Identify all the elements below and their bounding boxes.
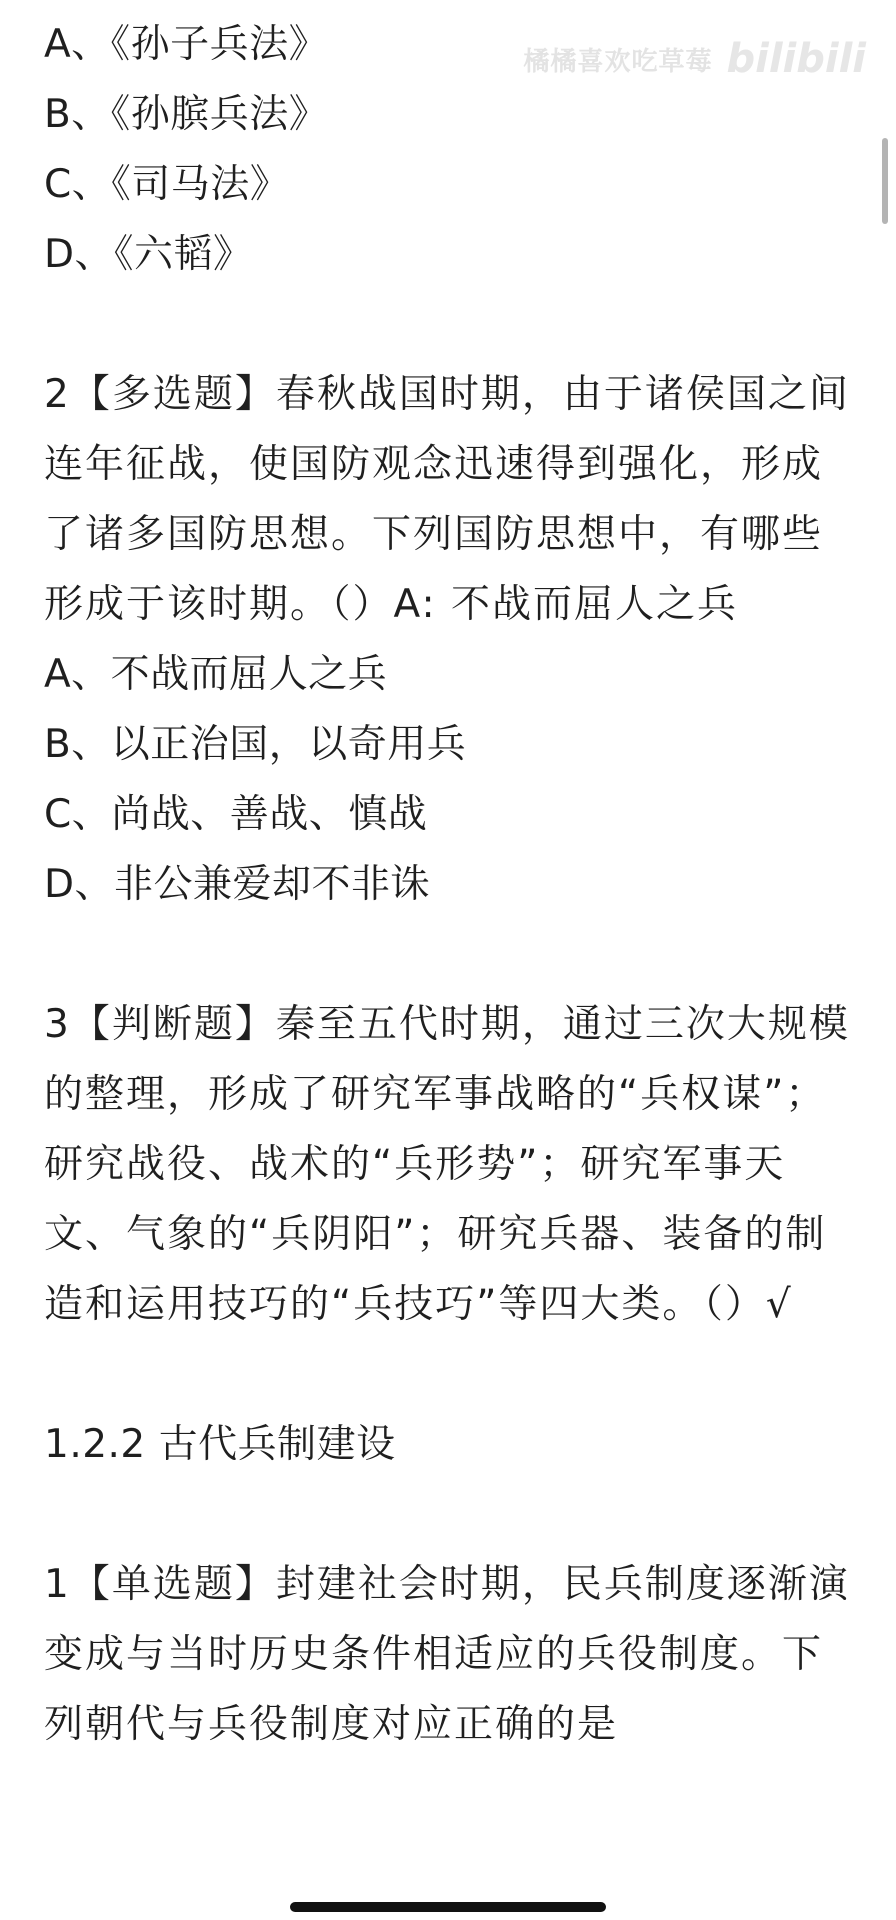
option-c: C、《司马法》 xyxy=(44,162,290,207)
document-content xyxy=(44,10,856,1760)
watermark-author: 橘橘喜欢吃草莓 xyxy=(523,46,713,77)
question-3 xyxy=(44,990,856,1340)
spacer xyxy=(44,290,856,360)
question-4 xyxy=(44,1550,856,1760)
question-2-option-c: C、尚战、善战、慎战 xyxy=(44,792,428,837)
spacer xyxy=(44,920,856,990)
question-2 xyxy=(44,360,856,920)
question-4-text: 1【单选题】封建社会时期，民兵制度逐渐演变成与当时历史条件相适应的兵役制度。下列朝代与兵役制度对应正确的是 xyxy=(44,1562,850,1747)
spacer xyxy=(44,1340,856,1410)
option-d: D、《六韬》 xyxy=(44,232,253,277)
question-2-option-d: D、非公兼爱却不非诛 xyxy=(44,862,431,907)
question-2-option-a: A、不战而屈人之兵 xyxy=(44,652,388,697)
question-2-text: 2【多选题】春秋战国时期，由于诸侯国之间连年征战，使国防观念迅速得到强化，形成了诸多国防思想。下列国防思想中，有哪些形成于该时期。（）A: 不战而屈人之兵 xyxy=(44,372,850,627)
home-indicator[interactable] xyxy=(290,1902,606,1912)
spacer xyxy=(44,1480,856,1550)
scrollbar[interactable] xyxy=(882,138,888,224)
prev-question-options xyxy=(44,10,856,290)
option-b: B、《孙膑兵法》 xyxy=(44,92,329,137)
question-2-option-b: B、以正治国，以奇用兵 xyxy=(44,722,467,767)
bilibili-logo-icon: bilibili xyxy=(726,36,866,82)
option-a: A、《孙子兵法》 xyxy=(44,22,329,67)
section-heading: 1.2.2 古代兵制建设 xyxy=(44,1422,396,1467)
question-3-text: 3【判断题】秦至五代时期，通过三次大规模的整理，形成了研究军事战略的“兵权谋”；研究战役、战术的“兵形势”；研究军事天文、气象的“兵阴阳”；研究兵器、装备的制造和运用技巧的“兵技巧”等四大类。（）√ xyxy=(44,1002,850,1327)
